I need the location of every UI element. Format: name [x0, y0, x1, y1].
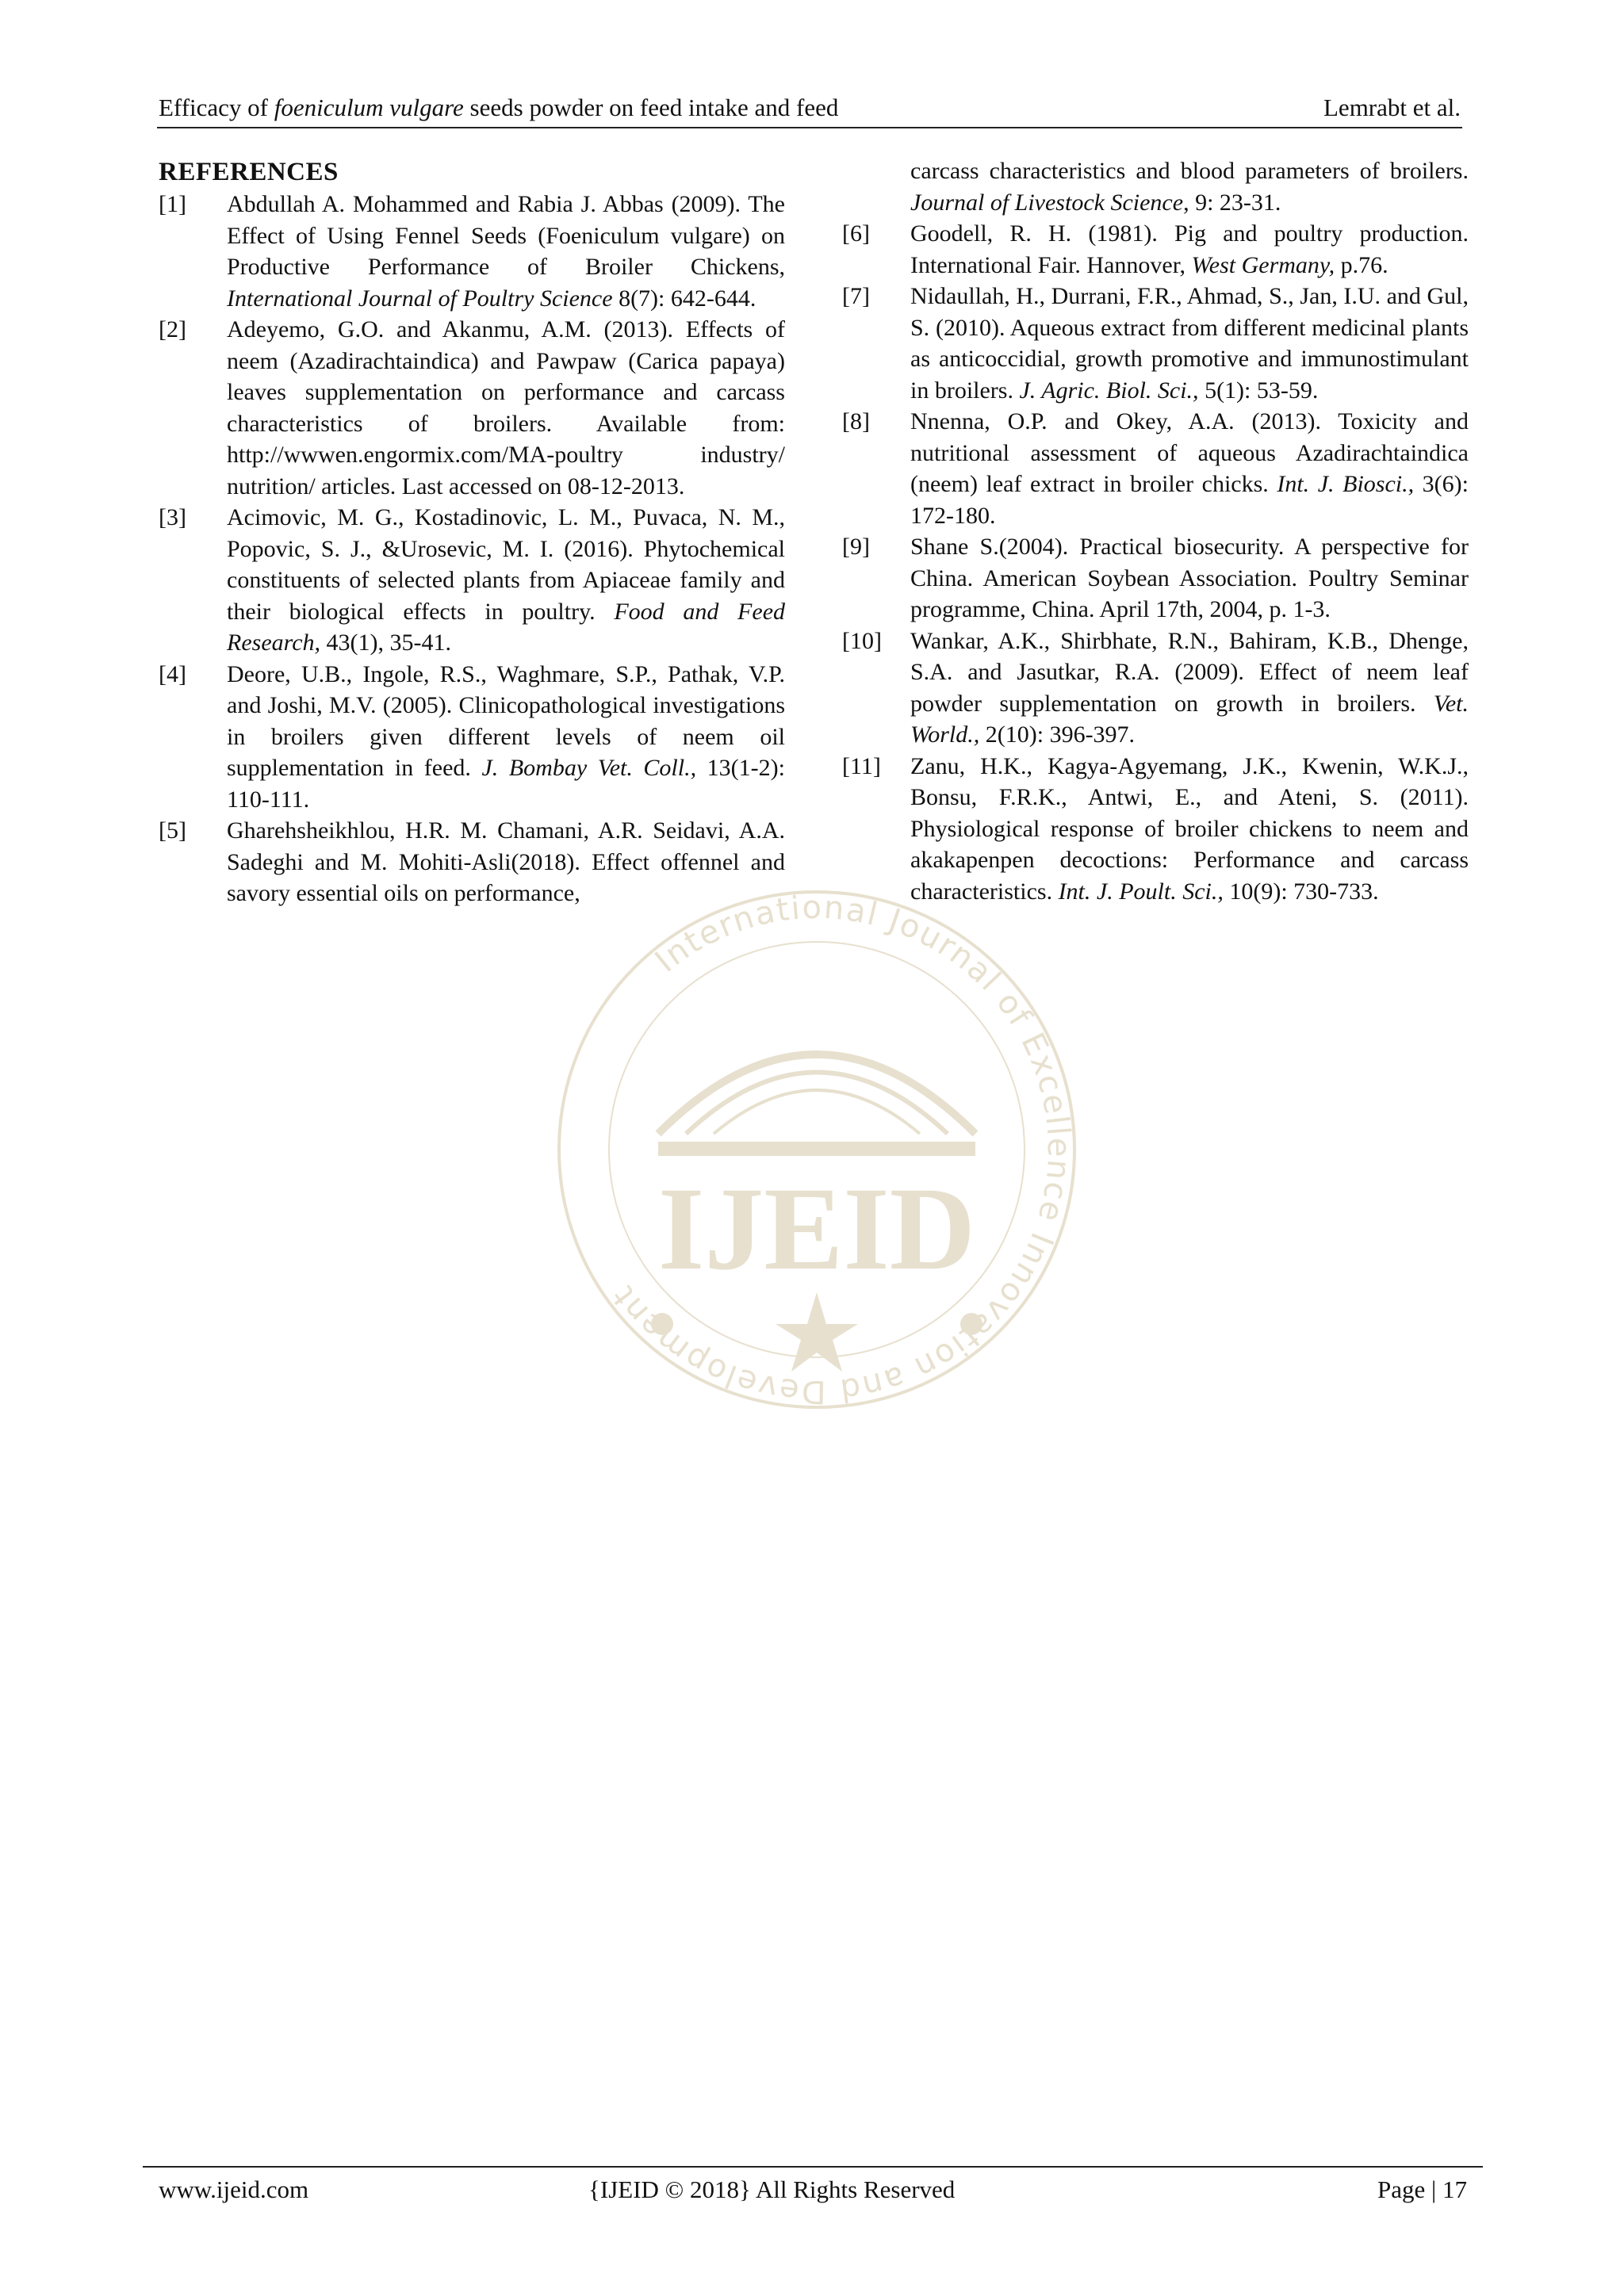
- reference-text: Abdullah A. Mohammed and Rabia J. Abbas (2009). The Effect of Using Fennel Seeds (Foeniculum vulgare) on Productive Performance of Broiler Chickens,: [227, 191, 785, 280]
- reference-text: p.76.: [1335, 251, 1388, 278]
- references-left-column: [159, 155, 785, 909]
- footer-copyright: {IJEID © 2018} All Rights Reserved: [588, 2175, 956, 2203]
- reference-number: [11]: [842, 752, 881, 779]
- running-title-part: Efficacy of: [159, 94, 274, 121]
- reference-item: [842, 218, 1469, 281]
- reference-text: Goodell, R. H. (1981). Pig and poultry production. International Fair. Hannover,: [910, 220, 1469, 278]
- references-heading: REFERENCES: [159, 158, 339, 186]
- reference-5-continued: [842, 155, 1469, 218]
- reference-citation: [910, 531, 1469, 626]
- reference-citation: [227, 659, 785, 816]
- reference-text: 3(6): 172-180.: [910, 471, 1469, 529]
- ijeid-watermark-logo: [547, 880, 1086, 1419]
- reference-journal: J. Bombay Vet. Coll.,: [481, 755, 697, 781]
- reference-number: [9]: [842, 534, 870, 560]
- running-title: [159, 94, 838, 122]
- reference-text: Wankar, A.K., Shirbhate, R.N., Bahiram, K.B., Dhenge, S.A. and Jasutkar, R.A. (2009). Effect of neem leaf powder supplementation on growth in broilers.: [910, 627, 1469, 717]
- running-title-italic: foeniculum vulgare: [274, 94, 464, 121]
- svg-text:International Journal of Excel: [604, 890, 1077, 1410]
- reference-text: 13(1-2): 110-111.: [227, 755, 785, 813]
- reference-number: [3]: [159, 504, 186, 530]
- reference-item: [159, 502, 785, 659]
- reference-text: Adeyemo, G.O. and Akanmu, A.M. (2013). Effects of neem (Azadirachtaindica) and Pawpaw (Carica papaya) leaves supplementation on performance and carcass characteristics of broilers. Available from: http://wwwen.engormix.com/MA-poultry industry/ nutrition/ articles. Last accessed on 08-12-2013.: [227, 316, 785, 499]
- reference-citation: [227, 502, 785, 659]
- reference-journal: Journal of Livestock Science: [910, 189, 1184, 216]
- reference-citation: [910, 281, 1469, 406]
- references-list-left: [159, 189, 785, 909]
- reference-text: 10(9): 730-733.: [1223, 878, 1379, 905]
- reference-citation: [910, 406, 1469, 531]
- reference-citation: [227, 189, 785, 314]
- reference-text: Nnenna, O.P. and Okey, A.A. (2013). Toxicity and nutritional assessment of aqueous Azadirachtaindica (neem) leaf extract in broiler chicks.: [910, 408, 1469, 497]
- reference-number: [5]: [159, 817, 186, 844]
- page-header: [157, 89, 1462, 128]
- footer-website[interactable]: www.ijeid.com: [159, 2175, 309, 2203]
- reference-text: Deore, U.B., Ingole, R.S., Waghmare, S.P., Pathak, V.P. and Joshi, M.V. (2005). Clinicopathological investigations in broilers given different levels of neem oil supplementation in feed.: [227, 660, 785, 781]
- reference-journal: Int. J. Biosci.,: [1277, 471, 1415, 497]
- reference-text: , 9: 23-31.: [1183, 189, 1281, 216]
- reference-number: [7]: [842, 283, 870, 309]
- footer-page-number: Page | 17: [1377, 2175, 1467, 2203]
- watermark-logo-text: IJEID: [657, 1163, 976, 1295]
- reference-text: Acimovic, M. G., Kostadinovic, L. M., Puvaca, N. M., Popovic, S. J., &Urosevic, M. I. (2016). Phytochemical constituents of selected plants from Apiaceae family and their biological effects in poultry.: [227, 504, 785, 625]
- reference-item: [842, 406, 1469, 531]
- reference-item: [842, 531, 1469, 626]
- reference-number: [10]: [842, 627, 882, 654]
- reference-journal: Food and Feed Research,: [227, 598, 786, 656]
- running-title-part: seeds powder on feed intake and feed: [463, 94, 839, 121]
- reference-item: [159, 314, 785, 502]
- reference-text: 43(1), 35-41.: [320, 629, 451, 656]
- reference-number: [1]: [159, 191, 186, 217]
- watermark-ring-text: International Journal of Excellence Innovation and Development: [604, 889, 1078, 1410]
- reference-item: [842, 281, 1469, 406]
- reference-journal: J. Agric. Biol. Sci.,: [1019, 377, 1199, 404]
- reference-number: [8]: [842, 408, 870, 434]
- reference-journal: Vet. World.,: [910, 690, 1469, 748]
- reference-text: Shane S.(2004). Practical biosecurity. A perspective for China. American Soybean Association. Poultry Seminar programme, China. April 17th, 2004, p. 1-3.: [910, 534, 1469, 622]
- reference-number: [6]: [842, 220, 870, 247]
- reference-text: 5(1): 53-59.: [1198, 377, 1319, 404]
- reference-text: 2(10): 396-397.: [979, 721, 1136, 748]
- reference-citation: [227, 815, 785, 909]
- reference-text: carcass characteristics and blood parameters of broilers.: [910, 158, 1469, 184]
- reference-citation: [910, 218, 1469, 281]
- reference-number: [4]: [159, 660, 186, 687]
- reference-text: Zanu, H.K., Kagya-Agyemang, J.K., Kwenin, W.K.J., Bonsu, F.R.K., Antwi, E., and Ateni, S. (2011). Physiological response of broiler chickens to neem and akakapenpen decoctions: Performance and carcass characteristics.: [910, 752, 1469, 905]
- reference-item: [159, 659, 785, 816]
- references-list-right: [842, 218, 1469, 907]
- reference-citation: [910, 751, 1469, 908]
- reference-journal: Int. J. Poult. Sci.,: [1058, 878, 1224, 905]
- reference-text: Nidaullah, H., Durrani, F.R., Ahmad, S., Jan, I.U. and Gul, S. (2010). Aqueous extract from different medicinal plants as anticoccidial, growth promotive and immunostimulant in broilers.: [910, 283, 1469, 404]
- reference-citation: [227, 314, 785, 502]
- running-authors: Lemrabt et al.: [1323, 94, 1461, 121]
- reference-item: [159, 815, 785, 909]
- reference-number: [2]: [159, 316, 186, 342]
- reference-text: 8(7): 642-644.: [612, 285, 756, 312]
- reference-item: [842, 626, 1469, 751]
- reference-journal: International Journal of Poultry Science: [227, 285, 613, 312]
- reference-journal: West Germany,: [1191, 251, 1335, 278]
- reference-text: Gharehsheikhlou, H.R. M. Chamani, A.R. Seidavi, A.A. Sadeghi and M. Mohiti-Asli(2018). Effect offennel and savory essential oils on performance,: [227, 817, 785, 906]
- reference-citation: [910, 626, 1469, 751]
- reference-item: [159, 189, 785, 314]
- references-right-column: [842, 155, 1469, 907]
- reference-item: [842, 751, 1469, 908]
- page-footer: [143, 2166, 1483, 2212]
